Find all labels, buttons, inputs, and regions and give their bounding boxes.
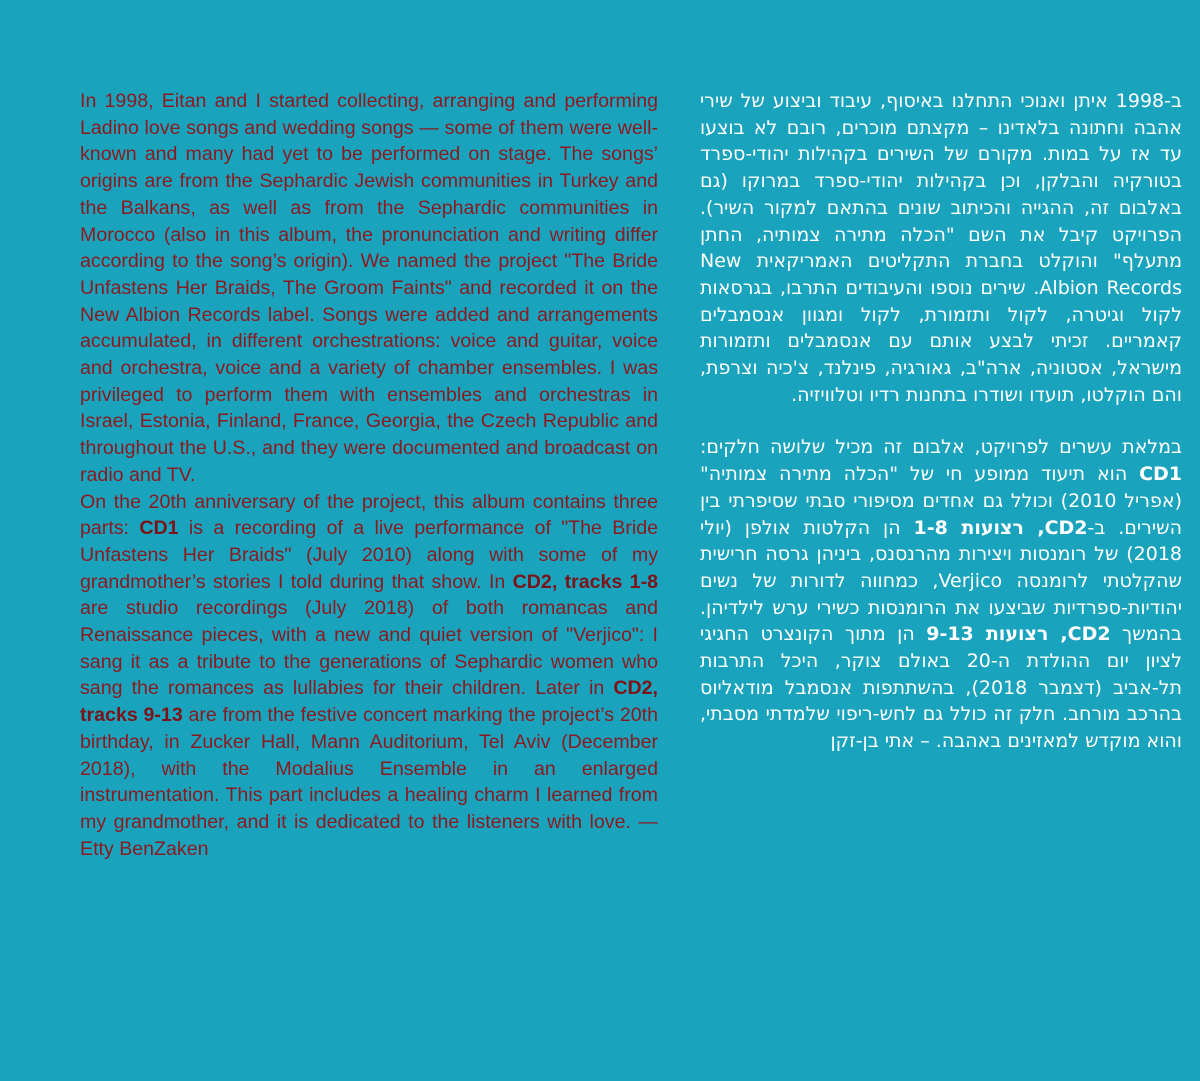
hebrew-p2-text-1: במלאת עשרים לפרויקט, אלבום זה מכיל שלושה חלקים: (700, 436, 1182, 459)
english-p2-text-2: is a recording of a live performance of "The Bride Unfastens Her Braids" (July 2010) along with some of my grandmother’s stories I told during that show. In (80, 517, 658, 593)
english-column (80, 88, 658, 862)
english-paragraph-1: In 1998, Eitan and I started collecting, arranging and performing Ladino love songs and wedding songs — some of them were well-known and many had yet to be performed on stage. The songs’ origins are from the Sephardic Jewish communities in Turkey and the Balkans, as well as from the Sephardic communities in Morocco (also in this album, the pronunciation and writing differ according to the song’s origin). We named the project "The Bride Unfastens Her Braids, The Groom Faints" and recorded it on the New Albion Records label. Songs were added and arrangements accumulated, in different orchestrations: voice and guitar, voice and orchestra, voice and a variety of chamber ensembles. I was privileged to perform them with ensembles and orchestras in Israel, Estonia, Finland, France, Georgia, the Czech Republic and throughout the U.S., and they were documented and broadcast on radio and TV. (80, 90, 658, 486)
hebrew-p2-text-2: הוא תיעוד ממופע חי של "הכלה מתירה צמותיה" (אפריל 2010) וכולל גם אחדים מסיפורי סבתי שסיפרתי בין השירים. ב- (700, 463, 1183, 539)
english-p2-text-1: On the 20th anniversary of the project, this album contains three parts: (80, 490, 658, 540)
hebrew-cd1-label: CD1 (1139, 463, 1182, 486)
english-cd2-tracks-1-8-label: CD2, tracks 1-8 (512, 570, 658, 593)
hebrew-column (700, 88, 1182, 755)
hebrew-cd2-tracks-9-13-label: CD2, רצועות 9-13 (926, 623, 1111, 646)
english-p2-text-3: are studio recordings (July 2018) of both romancas and Renaissance pieces, with a new and quiet version of "Verjico": I sang it as a tribute to the generations of Sephardic women who sang the romances as lullabies for their children. Later in (80, 597, 658, 700)
english-p2-text-4: are from the festive concert marking the project’s 20th birthday, in Zucker Hall, Mann Auditorium, Tel Aviv (December 2018), with the Modalius Ensemble in an enlarged instrumentation. This part includes a healing charm I learned from my grandmother, and it is dedicated to the listeners with love. — Etty BenZaken (80, 704, 658, 860)
hebrew-cd2-tracks-1-8-label: CD2, רצועות 1-8 (913, 516, 1088, 539)
hebrew-paragraph-2 (700, 434, 1182, 754)
english-cd2-tracks-9-13-label: CD2, tracks 9-13 (80, 677, 658, 727)
hebrew-p2-text-3: הן הקלטות אולפן (יולי 2018) של רומנסות ויצירות מהרנסנס, ביניהן גרסה חרישית שהקלטתי לרומנסה Verjico, כמחווה לדורות של נשים יהודיות-ספרדיות שביצעו את הרומנסות כשירי ערש לילדיהן. בהמשך (700, 516, 1183, 646)
hebrew-paragraph-1: ב-1998 איתן ואנוכי התחלנו באיסוף, עיבוד וביצוע של שירי אהבה וחתונה בלאדינו – מקצתם מוכרים, רובם לא בוצעו עד אז על במות. מקורם של השירים בקהילות יהודי-ספרד בטורקיה והבלקן, וכן בקהילות יהודי-ספרד במרוקו (גם באלבום זה, ההגייה והכיתוב שונים בהתאם למקור השיר). הפרויקט קיבל את השם "הכלה מתירה צמותיה, החתן מתעלף" והוקלט בחברת התקליטים האמריקאית New Albion Records. שירים נוספו והעיבודים התרבו, בגרסאות לקול וגיטרה, לקול ותזמורת, לקול ומגוון אנסמבלים קאמריים. זכיתי לבצע אותם עם אנסמבלים ותזמורות מישראל, אסטוניה, ארה"ב, גאורגיה, פינלנד, צ'כיה וצרפת, והם הוקלטו, תועדו ושודרו בתחנות רדיו וטלוויזיה. (700, 90, 1182, 406)
english-paragraph-2 (80, 489, 658, 863)
english-cd1-label: CD1 (139, 517, 179, 540)
hebrew-p2-text-4: הן מתוך הקונצרט החגיגי לציון יום ההולדת ה-20 באולם צוקר, היכל התרבות תל-אביב (דצמבר 2018), בהשתתפות אנסמבל מודאליוס בהרכב מורחב. חלק זה כולל גם לחש-ריפוי שלמדתי מסבתי, והוא מוקדש למאזינים באהבה. – אתי בן-זקן (700, 623, 1183, 753)
